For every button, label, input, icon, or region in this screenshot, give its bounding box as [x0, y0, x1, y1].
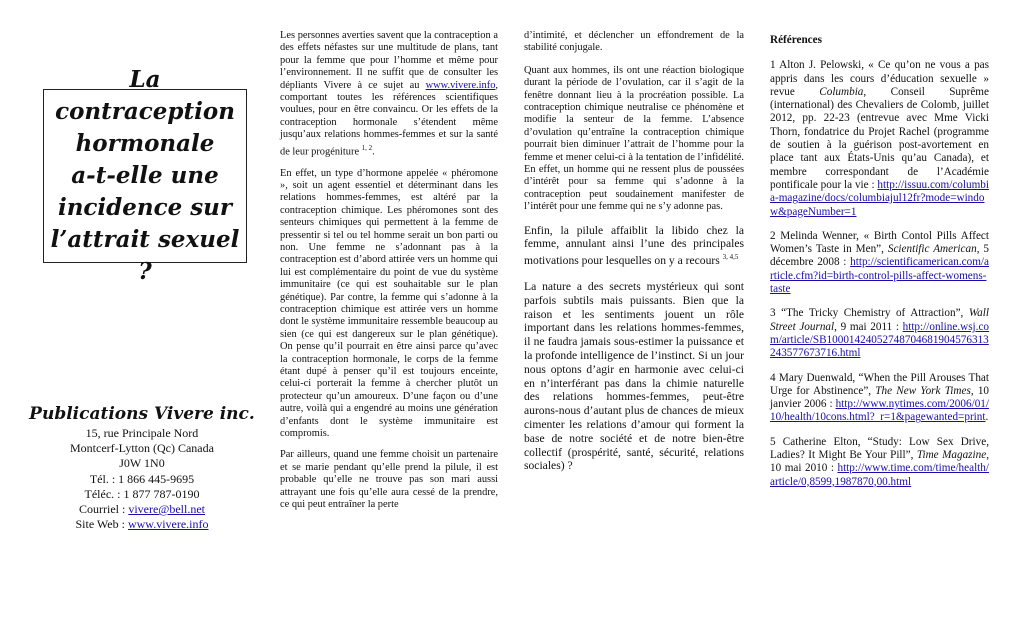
email-line: [22, 502, 262, 517]
title-line: incidence sur: [57, 194, 233, 221]
publication-name: Scientific American: [887, 243, 977, 256]
reference-item: [770, 59, 989, 219]
reference-text: , Conseil Suprême (international) des Chevaliers de Colomb, juillet 2012, pp. 22-23 (entrevue avec Mme Vicki Thorn, fondatrice du Projet Rachel (programme de soutien à la guérison post-avortement en place tant aux États-Unis qu’au Canada), et membre correspondant de l’Académie pontificale pour la vie :: [770, 85, 989, 191]
publication-name: Columbia: [819, 85, 864, 98]
title-line: l’attrait sexuel ?: [50, 226, 240, 285]
reference-text: , 10 mai 2010 :: [770, 449, 989, 475]
footnote-ref: 3, 4,5: [722, 253, 739, 262]
reference-text: 4 Mary Duenwald, “When the Pill Arouses That Urge for Abstinence”,: [770, 371, 989, 397]
document-title: [44, 64, 246, 288]
publication-name: Wall Street Journal: [770, 307, 989, 333]
fax: Téléc. : 1 877 787-0190: [84, 486, 200, 501]
paragraph: [524, 224, 744, 268]
paragraph-text: Enfin, la pilule affaiblit la libido chez la femme, annulant ainsi l’une des principales motivations pour lesquelles on y a recours: [524, 223, 744, 268]
reference-item: [770, 230, 989, 296]
title-box: [43, 66, 247, 285]
phone: Tél. : 1 866 445-9695: [89, 471, 195, 486]
paragraph: d’intimité, et déclencher un effondrement de la stabilité conjugale.: [524, 30, 744, 54]
reference-link[interactable]: http://scientificamerican.com/article.cfm?id=birth-control-pills-affect-womens-taste: [770, 256, 989, 296]
paragraph: [280, 30, 498, 159]
references-column: [770, 34, 989, 500]
email-label: Courriel :: [78, 502, 129, 517]
website-link[interactable]: www.vivere.info: [127, 517, 209, 532]
paragraph: Par ailleurs, quand une femme choisit un partenaire et se marie pendant qu’elle prend la pilule, il est probable qu’elle ne trouve pas son mari aussi attrayant une fois qu’elle aura cessé de la prendre, ce qui peut entraîner la perte: [280, 449, 498, 511]
reference-text: , 5 décembre 2008 :: [770, 243, 990, 269]
title-line: hormonale: [75, 130, 215, 157]
publisher-address: [22, 426, 262, 532]
address-line: Montcerf-Lytton (Qc) Canada: [70, 441, 214, 456]
paragraph-text: Les personnes averties savent que la contraception a des effets néfastes sur une multitude de plans, tant pour la femme que pour l’homme et même pour l’environnement. Il ne suffit que de consulter les dépliants Vivere à ce sujet au: [280, 30, 498, 91]
vivere-link[interactable]: www.vivere.info: [425, 79, 496, 91]
body-column-2: [524, 30, 744, 485]
reference-item: [770, 307, 989, 360]
paragraph-text: .: [372, 146, 375, 158]
reference-item: [770, 372, 989, 425]
reference-link[interactable]: http://www.nytimes.com/2006/01/10/health/10cons.html?_r=1&pagewanted=print: [770, 398, 989, 424]
paragraph: Quant aux hommes, ils ont une réaction biologique durant la période de l’ovulation, car il s’agit de la fenêtre donnant lieu à la procréation possible. La contraception chimique neutralise ce phénomène et modifie la senteur de la femme. L’absence d’ovulation qu’entraîne la contraception chimique pourrait bien diminuer l’attrait de l’homme pour la femme et mener celui-ci à la tentation de l’infidélité. En effet, un homme qui ne ressent plus de poussées d’intérêt pour sa femme qui s’adonne à la contraception peut soudainement manifester de l’intérêt pour une femme qui ne s’y adonne pas.: [524, 64, 744, 213]
reference-item: [770, 436, 989, 489]
reference-link[interactable]: http://issuu.com/columbia-magazine/docs/columbiajul12fr?mode=window&pageNumber=1: [770, 178, 989, 218]
publication-name: The New York Times: [875, 384, 971, 397]
paragraph: En effet, un type d’hormone appelée « phéromone », soit un agent essentiel et déterminant dans les relations hommes-femmes, est altéré par la contraception chimique. Les phéromones sont des senteurs chimiques qui permettent à la femme de pressentir si tel ou tel homme serait un bon parti ou non. Une femme ne s’adonnant pas à la contraception est d’abord attirée vers un homme qui lui est complémentaire du point de vue du système immunitaire (ce qui est souhaitable sur le plan génétique). Par contre, la femme qui s’adonne à la contraception chimique est attirée vers un homme dont le système immunitaire ressemble beaucoup au sien (ce qui est dangereux sur le plan génétique). On pense qu’il pourrait en être ainsi parce qu’avec la contraception hormonale, le corps de la femme étant dupé à penser qu’il est toujours enceinte, celui-ci porterait la femme à chercher plutôt un protecteur qu’un amoureux. D’une façon ou d’une autre, voilà qui a engendré au moins une génération d’enfants dont le système immunitaire est compromis.: [280, 167, 498, 440]
reference-link[interactable]: http://www.time.com/time/health/article/0,8599,1987870,00.html: [770, 462, 989, 488]
reference-text: 1 Alton J. Pelowski, « Ce qu’on ne vous a pas appris dans les cours d’éducation sexuelle » revue: [770, 59, 989, 98]
paragraph: La nature a des secrets mystérieux qui sont parfois subtils mais puissants. Bien que la raison et les sentiments jouent un rôle important dans les relations hommes-femmes, il ne faudra jamais sous-estimer la puissance et la profonde intelligence de l’instinct. Si un jour nous optons d’agir en harmonie avec celui-ci en n’interférant pas dans la chimie naturelle des relations hommes-femmes, peut-être aurons-nous d’autant plus de chances de mieux cimenter les relations d’amour qui forment la base de notre société et de notre bien-être collectif (prospérité, santé, sécurité, relations sociales) ?: [524, 279, 744, 473]
postal-code: J0W 1N0: [119, 456, 165, 471]
references-heading: Références: [770, 34, 822, 46]
title-line: La contraception: [55, 66, 235, 125]
publisher-name: Publications Vivere inc.: [29, 404, 255, 424]
email-link[interactable]: vivere@bell.net: [128, 502, 205, 517]
web-label: Site Web :: [75, 517, 128, 532]
reference-text: 3 “The Tricky Chemistry of Attraction”,: [770, 307, 969, 320]
paragraph-text: , comportant toutes les références scientifiques voulues, pour en être convaincu. Or les effets de la contraception hormonale s’étendent même jusqu’aux relations hommes-femmes et sur la santé de leur progéniture: [280, 79, 498, 158]
body-column-1: [280, 30, 498, 521]
reference-text: 5 Catherine Elton, “Study: Low Sex Drive, Ladies? It Might Be Your Pill”,: [770, 435, 989, 462]
publication-name: Time Magazine: [916, 449, 987, 462]
web-line: [22, 517, 262, 532]
title-line: a-t-elle une: [71, 162, 219, 189]
reference-link[interactable]: http://online.wsj.com/article/SB10001424052748704681904576313243577673716.html: [770, 320, 990, 360]
title-column: [22, 0, 262, 622]
reference-text: 2 Melinda Wenner, « Birth Contol Pills Affect Women’s Taste in Men”,: [770, 229, 989, 256]
reference-text: , 10 janvier 2006 :: [770, 384, 990, 411]
address-line: 15, rue Principale Nord: [85, 426, 199, 440]
reference-text: .: [985, 411, 989, 424]
reference-text: , 9 mai 2011 :: [834, 320, 903, 333]
footnote-ref: 1, 2: [361, 143, 373, 152]
